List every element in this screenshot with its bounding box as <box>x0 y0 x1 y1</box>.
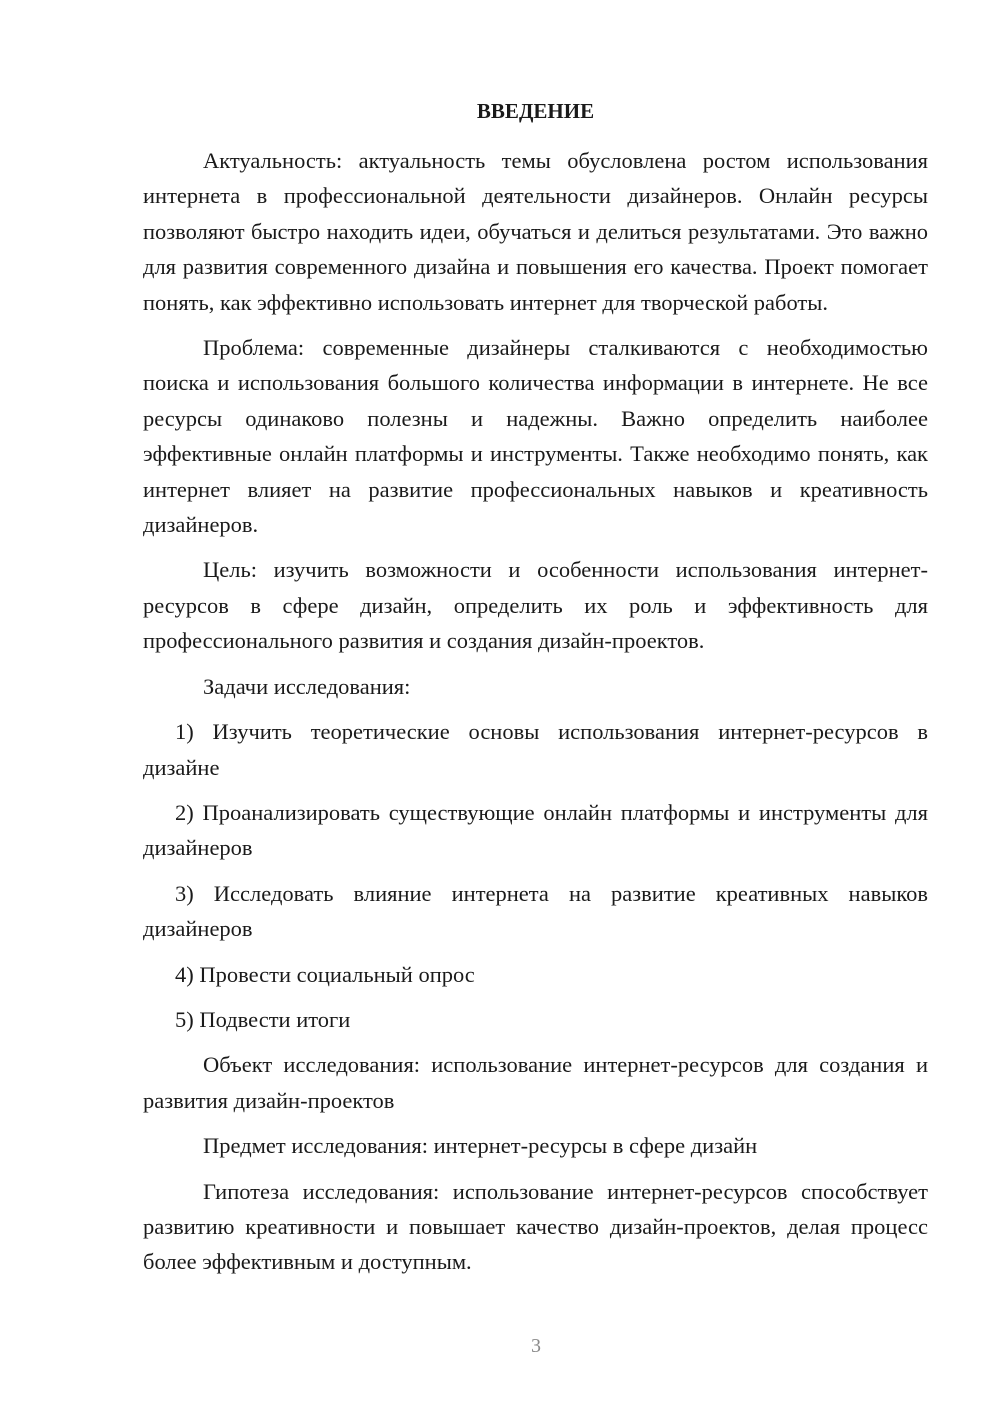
task-item-3: 3) Исследовать влияние интернета на развитие креативных навыков дизайнеров <box>143 880 928 942</box>
relevance-paragraph: Актуальность: актуальность темы обусловлена ростом использования интернета в профессиональной деятельности дизайнеров. Онлайн ресурсы позволяют быстро находить идеи, обучаться и делиться результатами. Это важно для развития современного дизайна и повышения его качества. Проект помогает понять, как эффективно использовать интернет для творческой работы. <box>143 148 928 315</box>
page-number: 3 <box>531 1335 541 1357</box>
tasks-heading: Задачи исследования: <box>203 673 411 699</box>
problem-paragraph: Проблема: современные дизайнеры сталкиваются с необходимостью поиска и использования большого количества информации в интернете. Не все ресурсы одинаково полезны и надежны. Важно определить наиболее эффективные онлайн платформы и инструменты. Также необходимо понять, как интернет влияет на развитие профессиональных навыков и креативность дизайнеров. <box>143 335 928 538</box>
page-content <box>143 92 928 1290</box>
task-item-1: 1) Изучить теоретические основы использования интернет-ресурсов в дизайне <box>143 719 928 780</box>
goal-paragraph: Цель: изучить возможности и особенности использования интернет-ресурсов в сфере дизайн, определить их роль и эффективность для профессионального развития и создания дизайн-проектов. <box>143 557 928 654</box>
task-item-2: 2) Проанализировать существующие онлайн платформы и инструменты для дизайнеров <box>143 799 928 861</box>
task-item-4: 4) Провести социальный опрос <box>175 961 475 987</box>
object-paragraph: Объект исследования: использование интернет-ресурсов для создания и развития дизайн-проектов <box>143 1052 928 1113</box>
task-item-5: 5) Подвести итоги <box>175 1006 351 1032</box>
subject-paragraph: Предмет исследования: интернет-ресурсы в сфере дизайн <box>203 1133 758 1159</box>
hypothesis-paragraph: Гипотеза исследования: использование интернет-ресурсов способствует развитию креативности и повышает качество дизайн-проектов, делая процесс более эффективным и доступным. <box>143 1178 928 1275</box>
page-title: ВВЕДЕНИЕ <box>476 99 595 123</box>
